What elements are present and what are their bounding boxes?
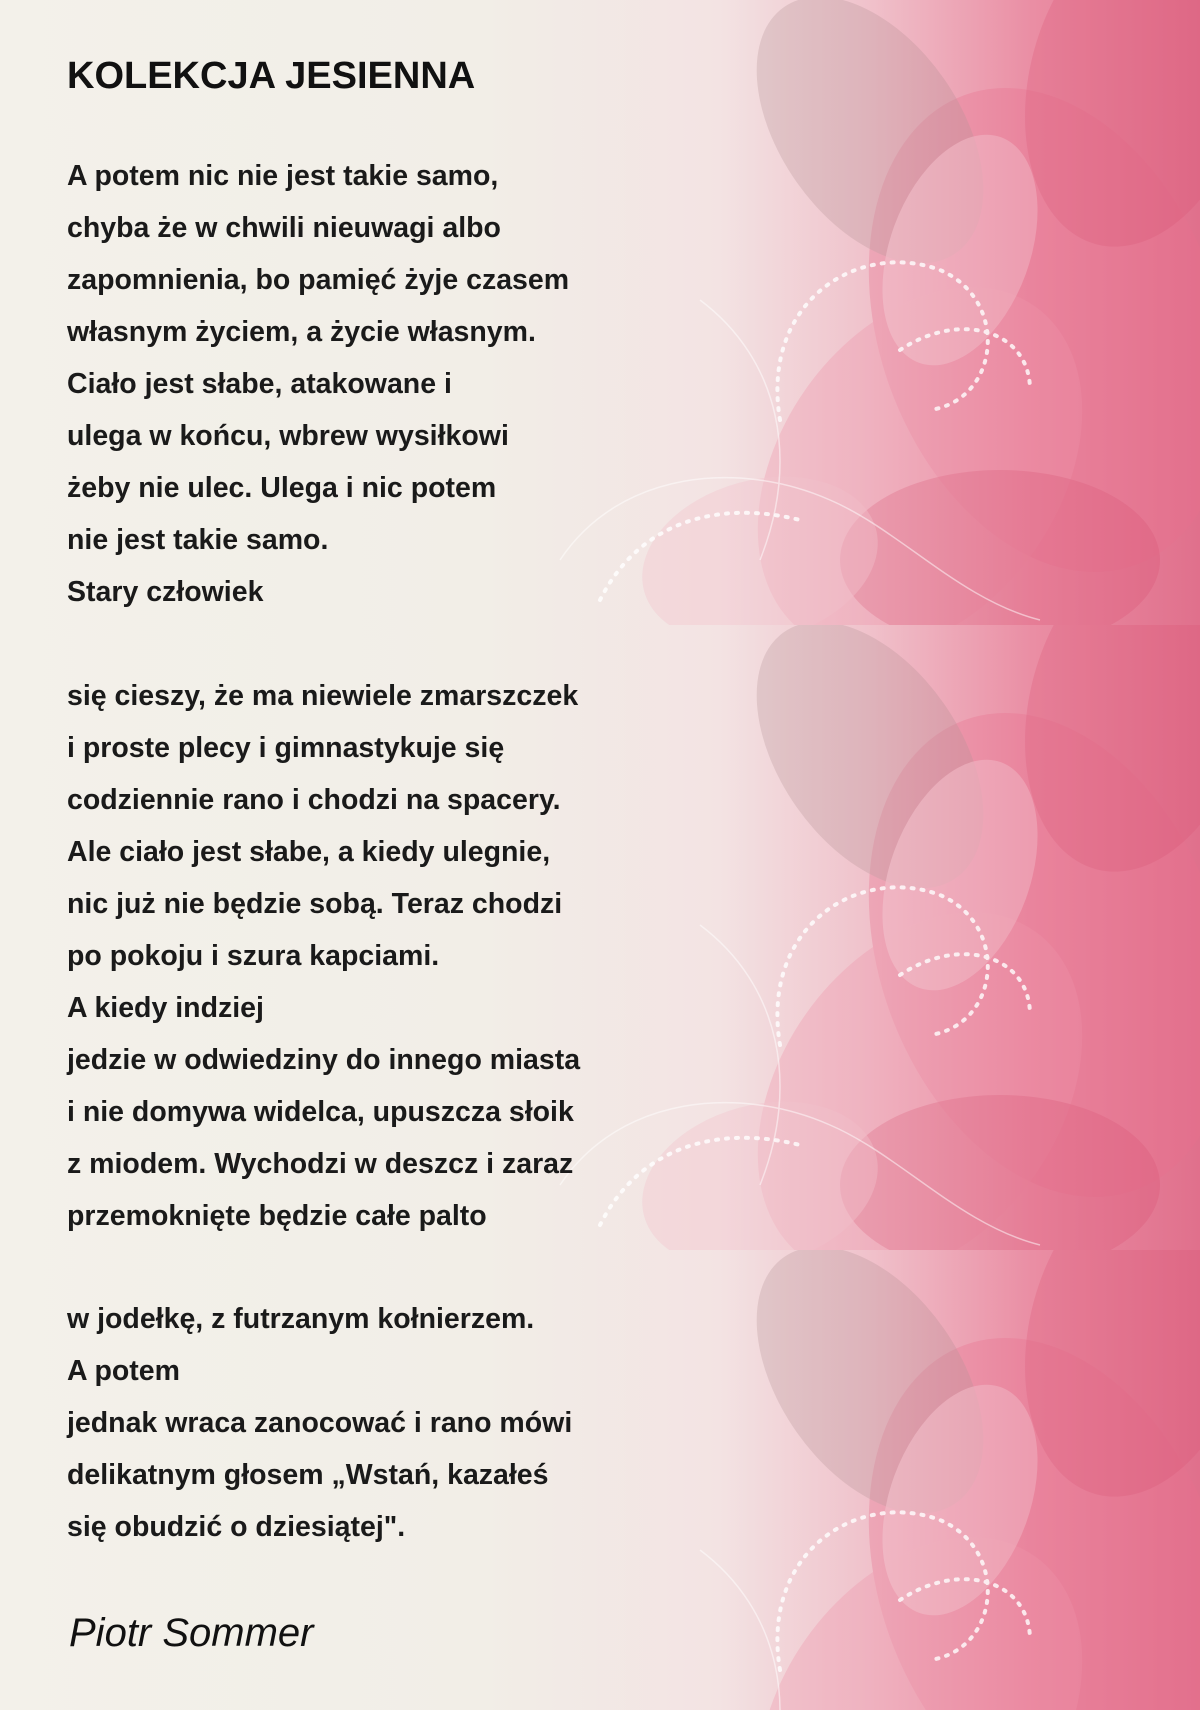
poem-line: zapomnienia, bo pamięć żyje czasem [67, 264, 570, 296]
poem-line: nic już nie będzie sobą. Teraz chodzi [67, 888, 563, 920]
poem-line: z miodem. Wychodzi w deszcz i zaraz [67, 1148, 574, 1180]
poem-line: A kiedy indziej [67, 992, 264, 1024]
poem-line: się obudzić o dziesiątej". [67, 1511, 406, 1543]
poem-line: Ale ciało jest słabe, a kiedy ulegnie, [67, 836, 551, 868]
poem-line: codziennie rano i chodzi na spacery. [67, 784, 561, 816]
poem-line: żeby nie ulec. Ulega i nic potem [67, 472, 497, 504]
poem-line: Ciało jest słabe, atakowane i [67, 368, 452, 400]
poem-line: i proste plecy i gimnastykuje się [67, 732, 505, 764]
poem-line: w jodełkę, z futrzanym kołnierzem. [67, 1303, 535, 1335]
poem-stanza-3 [67, 1293, 572, 1553]
poem-author: Piotr Sommer [69, 1611, 314, 1655]
poem-line: przemoknięte będzie całe palto [67, 1200, 487, 1232]
poem-line: ulega w końcu, wbrew wysiłkowi [67, 420, 509, 452]
poem-line: i nie domywa widelca, upuszcza słoik [67, 1096, 574, 1128]
poem-stanza-2 [67, 670, 580, 1242]
poem-line: jedzie w odwiedziny do innego miasta [67, 1044, 581, 1076]
poem-line: własnym życiem, a życie własnym. [67, 316, 536, 348]
poem-line: jednak wraca zanocować i rano mówi [67, 1407, 573, 1439]
poem-line: delikatnym głosem „Wstań, kazałeś [67, 1459, 549, 1491]
poem-title: KOLEKCJA JESIENNA [67, 55, 476, 97]
poem-stanza-1 [67, 150, 569, 618]
poem-line: nie jest takie samo. [67, 524, 329, 556]
poem-line: Stary człowiek [67, 576, 264, 608]
poem-line: po pokoju i szura kapciami. [67, 940, 440, 972]
poem-line: się cieszy, że ma niewiele zmarszczek [67, 680, 579, 712]
poem-line: chyba że w chwili nieuwagi albo [67, 212, 501, 244]
poem-line: A potem nic nie jest takie samo, [67, 160, 499, 192]
poem-line: A potem [67, 1355, 180, 1387]
